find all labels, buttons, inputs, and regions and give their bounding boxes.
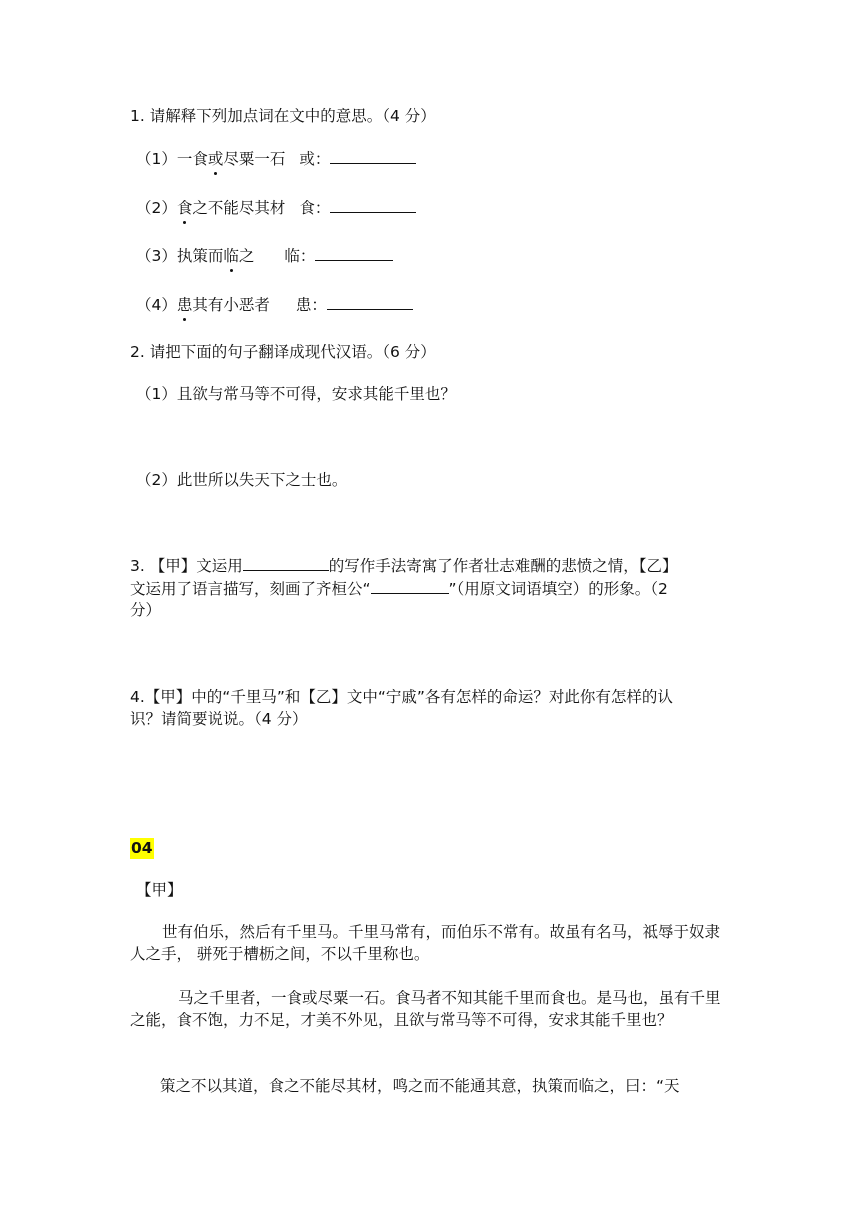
- question-2-title: 2. 请把下面的句子翻译成现代汉语。（6 分）: [130, 343, 436, 361]
- item-label: 食：: [299, 199, 331, 217]
- answer-blank[interactable]: [330, 197, 416, 213]
- item-label: 或：: [299, 150, 331, 168]
- item-number: （2）: [136, 199, 177, 217]
- question-1-title: 1. 请解释下列加点词在文中的意思。（4 分）: [130, 107, 436, 125]
- dotted-word: 食: [176, 199, 193, 217]
- question-2-item-1: （1）且欲与常马等不可得，安求其能千里也？: [136, 385, 456, 403]
- item-text-post: 其有小恶者: [192, 296, 270, 314]
- item-number: （1）: [136, 150, 177, 168]
- item-text-post: 之不能尽其材: [192, 199, 286, 217]
- question-3-line-3: 分）: [130, 601, 162, 619]
- dotted-word: 或: [207, 150, 224, 168]
- question-3-line-1: [130, 555, 677, 577]
- section-jia-label: 【甲】: [136, 881, 183, 899]
- question-3-text-c: 文运用了语言描写，刻画了齐桓公“: [130, 580, 371, 598]
- answer-blank[interactable]: [315, 245, 393, 261]
- section-number-highlight: 04: [131, 839, 153, 857]
- question-3-text-a: 3. 【甲】文运用: [130, 557, 243, 575]
- item-text-post: 尽粟一石: [223, 150, 286, 168]
- section-number: [130, 838, 154, 859]
- question-1-item-1: [136, 148, 416, 170]
- item-label: 临：: [284, 247, 316, 265]
- passage-paragraph-1: 世有伯乐，然后有千里马。千里马常有，而伯乐不常有。故虽有名马，祗辱于奴隶人之手， 骈死于槽枥之间，不以千里称也。: [130, 923, 721, 963]
- question-4-line-2: 识？请简要说说。（4 分）: [130, 710, 308, 728]
- question-3-text-d: ”（用原文词语填空）的形象。（2: [448, 580, 668, 598]
- question-3-text-b: 的写作手法寄寓了作者壮志难酬的悲愤之情，【乙】: [328, 557, 678, 575]
- answer-blank[interactable]: [243, 555, 329, 571]
- question-2-item-2: （2）此世所以失天下之士也。: [136, 471, 348, 489]
- item-text-post: 之: [238, 247, 255, 265]
- dotted-word: 临: [223, 247, 239, 265]
- dotted-word: 患: [176, 296, 193, 314]
- passage-paragraph-3: 策之不以其道，食之不能尽其材，鸣之而不能通其意，执策而临之，曰：“天: [160, 1077, 680, 1095]
- question-4-line-1: 4.【甲】中的“千里马”和【乙】文中“宁戚”各有怎样的命运？对此你有怎样的认: [130, 688, 673, 706]
- passage-paragraph-2: 马之千里者，一食或尽粟一石。食马者不知其能千里而食也。是马也，虽有千里之能，食不饱，力不足，才美不外见，且欲与常马等不可得，安求其能千里也？: [130, 989, 721, 1029]
- answer-blank[interactable]: [330, 148, 416, 164]
- question-1-item-2: [136, 197, 416, 219]
- answer-blank[interactable]: [371, 578, 449, 594]
- question-3-line-2: [130, 578, 668, 600]
- question-1-item-4: [136, 294, 413, 316]
- item-number: （4）: [136, 296, 177, 314]
- item-label: 患：: [295, 296, 327, 314]
- item-number: （3）: [136, 247, 177, 265]
- answer-blank[interactable]: [327, 294, 413, 310]
- item-text-pre: 执策而: [176, 247, 224, 265]
- item-text-pre: 一食: [176, 150, 208, 168]
- question-1-item-3: [136, 245, 393, 267]
